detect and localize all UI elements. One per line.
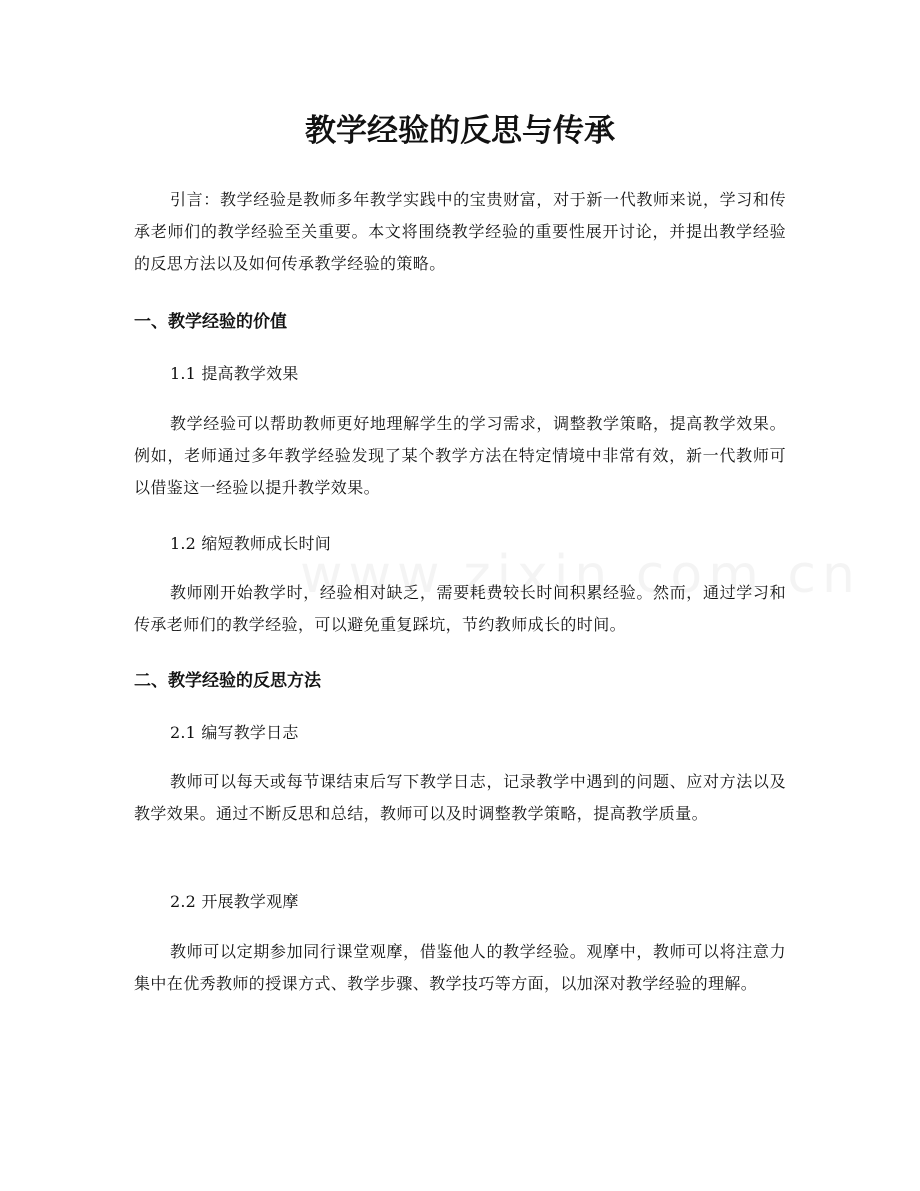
intro-paragraph: 引言：教学经验是教师多年教学实践中的宝贵财富，对于新一代教师来说，学习和传承老师们的教学经验至关重要。本文将围绕教学经验的重要性展开讨论，并提出教学经验的反思方法以及如何传承教学经验的策略。 (134, 190, 786, 273)
paragraph-shorten-growth: 教师刚开始教学时，经验相对缺乏，需要耗费较长时间积累经验。然而，通过学习和传承老师们的教学经验，可以避免重复踩坑，节约教师成长的时间。 (134, 583, 786, 634)
section-heading-value: 一、教学经验的价值 (134, 312, 287, 332)
subheading-teaching-log: 2.1 编写教学日志 (170, 723, 299, 742)
paragraph-improve-effect: 教学经验可以帮助教师更好地理解学生的学习需求，调整教学策略，提高教学效果。例如，老师通过多年教学经验发现了某个教学方法在特定情境中非常有效，新一代教师可以借鉴这一经验以提升教学效果。 (134, 414, 786, 497)
paragraph-observation: 教师可以定期参加同行课堂观摩，借鉴他人的教学经验。观摩中，教师可以将注意力集中在优秀教师的授课方式、教学步骤、教学技巧等方面，以加深对教学经验的理解。 (134, 942, 786, 993)
page-title: 教学经验的反思与传承 (305, 113, 615, 149)
section-heading-reflection: 二、教学经验的反思方法 (134, 671, 321, 691)
subheading-improve-effect: 1.1 提高教学效果 (170, 364, 299, 383)
subheading-shorten-growth: 1.2 缩短教师成长时间 (170, 534, 331, 553)
subheading-observation: 2.2 开展教学观摩 (170, 892, 299, 911)
paragraph-teaching-log: 教师可以每天或每节课结束后写下教学日志，记录教学中遇到的问题、应对方法以及教学效果。通过不断反思和总结，教师可以及时调整教学策略，提高教学质量。 (134, 772, 786, 823)
